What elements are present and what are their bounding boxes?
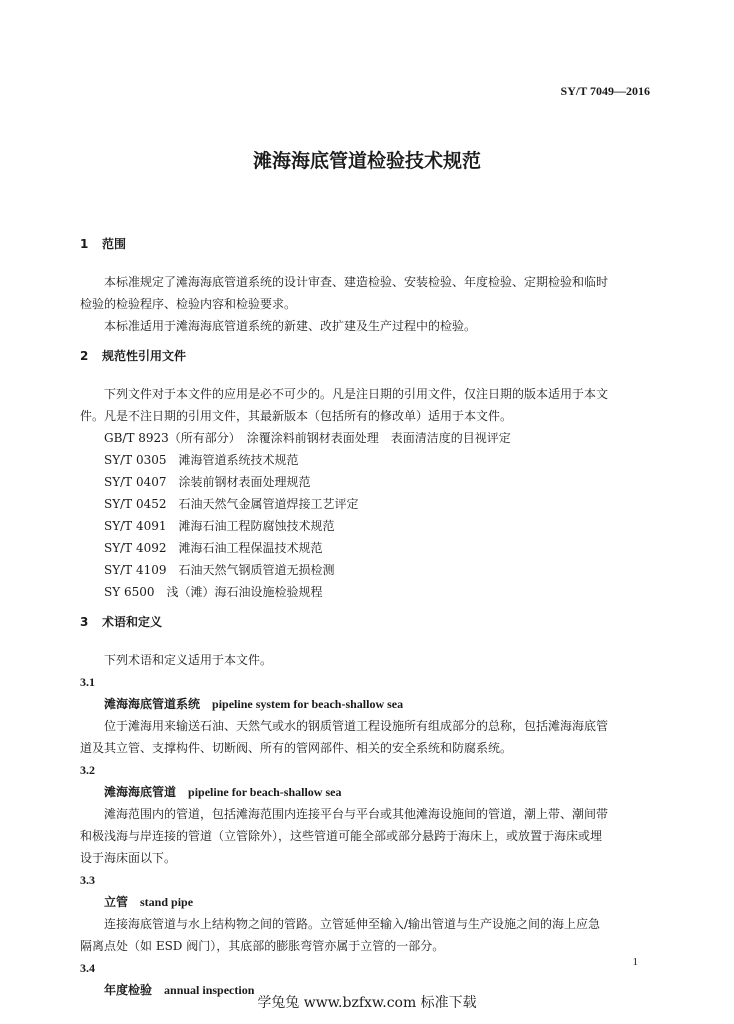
section-title: 规范性引用文件	[102, 349, 187, 363]
section-number: 3	[80, 615, 89, 629]
clause-number: 3.1	[80, 675, 95, 689]
section-number: 2	[80, 349, 89, 363]
page-number: 1	[632, 956, 638, 968]
reference-item: SY/T 0305 滩海管道系统技术规范	[104, 453, 299, 467]
clause-number: 3.4	[80, 961, 95, 975]
definition-line: 滩海范围内的管道，包括滩海范围内连接平台与平台或其他滩海设施间的管道，潮上带、潮间带	[104, 807, 609, 821]
definition-line: 设于海床面以下。	[80, 851, 177, 865]
normative-references-list	[80, 427, 660, 603]
term-heading	[80, 693, 660, 715]
reference-item: SY/T 4109 石油天然气钢质管道无损检测	[104, 563, 335, 577]
paragraph-line: 件。凡是不注日期的引用文件，其最新版本（包括所有的修改单）适用于本文件。	[80, 409, 513, 423]
term-en: annual inspection	[164, 983, 255, 997]
document-title: 滩海海底管道检验技术规范	[252, 150, 481, 172]
clause-number: 3.2	[80, 763, 95, 777]
footer-watermark: 学兔兔 www.bzfxw.com 标准下载	[257, 995, 477, 1011]
reference-item: GB/T 8923（所有部分） 涂覆涂料前钢材表面处理 表面清洁度的目视评定	[104, 431, 511, 445]
reference-item: SY/T 4092 滩海石油工程保温技术规范	[104, 541, 323, 555]
term-zh: 年度检验	[104, 983, 153, 997]
definition-line: 位于滩海用来输送石油、天然气或水的钢质管道工程设施所有组成部分的总称，包括滩海海底管	[104, 719, 609, 733]
section-number: 1	[80, 237, 89, 251]
document-code: SY/T 7049—2016	[560, 84, 650, 98]
term-en: stand pipe	[140, 895, 194, 909]
paragraph-line: 本标准适用于滩海海底管道系统的新建、改扩建及生产过程中的检验。	[104, 319, 477, 333]
term-zh: 滩海海底管道	[104, 785, 177, 799]
reference-item: SY/T 0407 涂装前钢材表面处理规范	[104, 475, 311, 489]
term-zh: 立管	[104, 895, 129, 909]
reference-item: SY/T 0452 石油天然气金属管道焊接工艺评定	[104, 497, 359, 511]
term-heading	[80, 891, 660, 913]
section-1-heading	[80, 233, 660, 255]
term-en: pipeline system for beach-shallow sea	[212, 697, 404, 711]
definition-line: 连接海底管道与水上结构物之间的管路。立管延伸至输入/输出管道与生产设施之间的海上应急	[104, 917, 601, 931]
section-title: 术语和定义	[102, 615, 163, 629]
paragraph-line: 本标准规定了滩海海底管道系统的设计审查、建造检验、安装检验、年度检验、定期检验和临时	[104, 275, 609, 289]
document-body	[80, 233, 660, 1001]
section-2-heading	[80, 345, 660, 367]
definition-line: 隔离点处（如 ESD 阀门），其底部的膨胀弯管亦属于立管的一部分。	[80, 939, 445, 953]
paragraph-line: 检验的检验程序、检验内容和检验要求。	[80, 297, 297, 311]
reference-item: SY/T 4091 滩海石油工程防腐蚀技术规范	[104, 519, 335, 533]
section-title: 范围	[102, 237, 127, 251]
section-3-heading	[80, 611, 660, 633]
reference-item: SY 6500 浅（滩）海石油设施检验规程	[104, 585, 323, 599]
paragraph-line: 下列术语和定义适用于本文件。	[104, 653, 273, 667]
term-heading	[80, 781, 660, 803]
definition-line: 和极浅海与岸连接的管道（立管除外），这些管道可能全部或部分悬跨于海床上，或放置于海床或埋	[80, 829, 603, 843]
definition-line: 道及其立管、支撑构件、切断阀、所有的管网部件、相关的安全系统和防腐系统。	[80, 741, 513, 755]
term-zh: 滩海海底管道系统	[104, 697, 201, 711]
clause-number: 3.3	[80, 873, 95, 887]
term-en: pipeline for beach-shallow sea	[188, 785, 342, 799]
paragraph-line: 下列文件对于本文件的应用是必不可少的。凡是注日期的引用文件，仅注日期的版本适用于本文	[104, 387, 609, 401]
